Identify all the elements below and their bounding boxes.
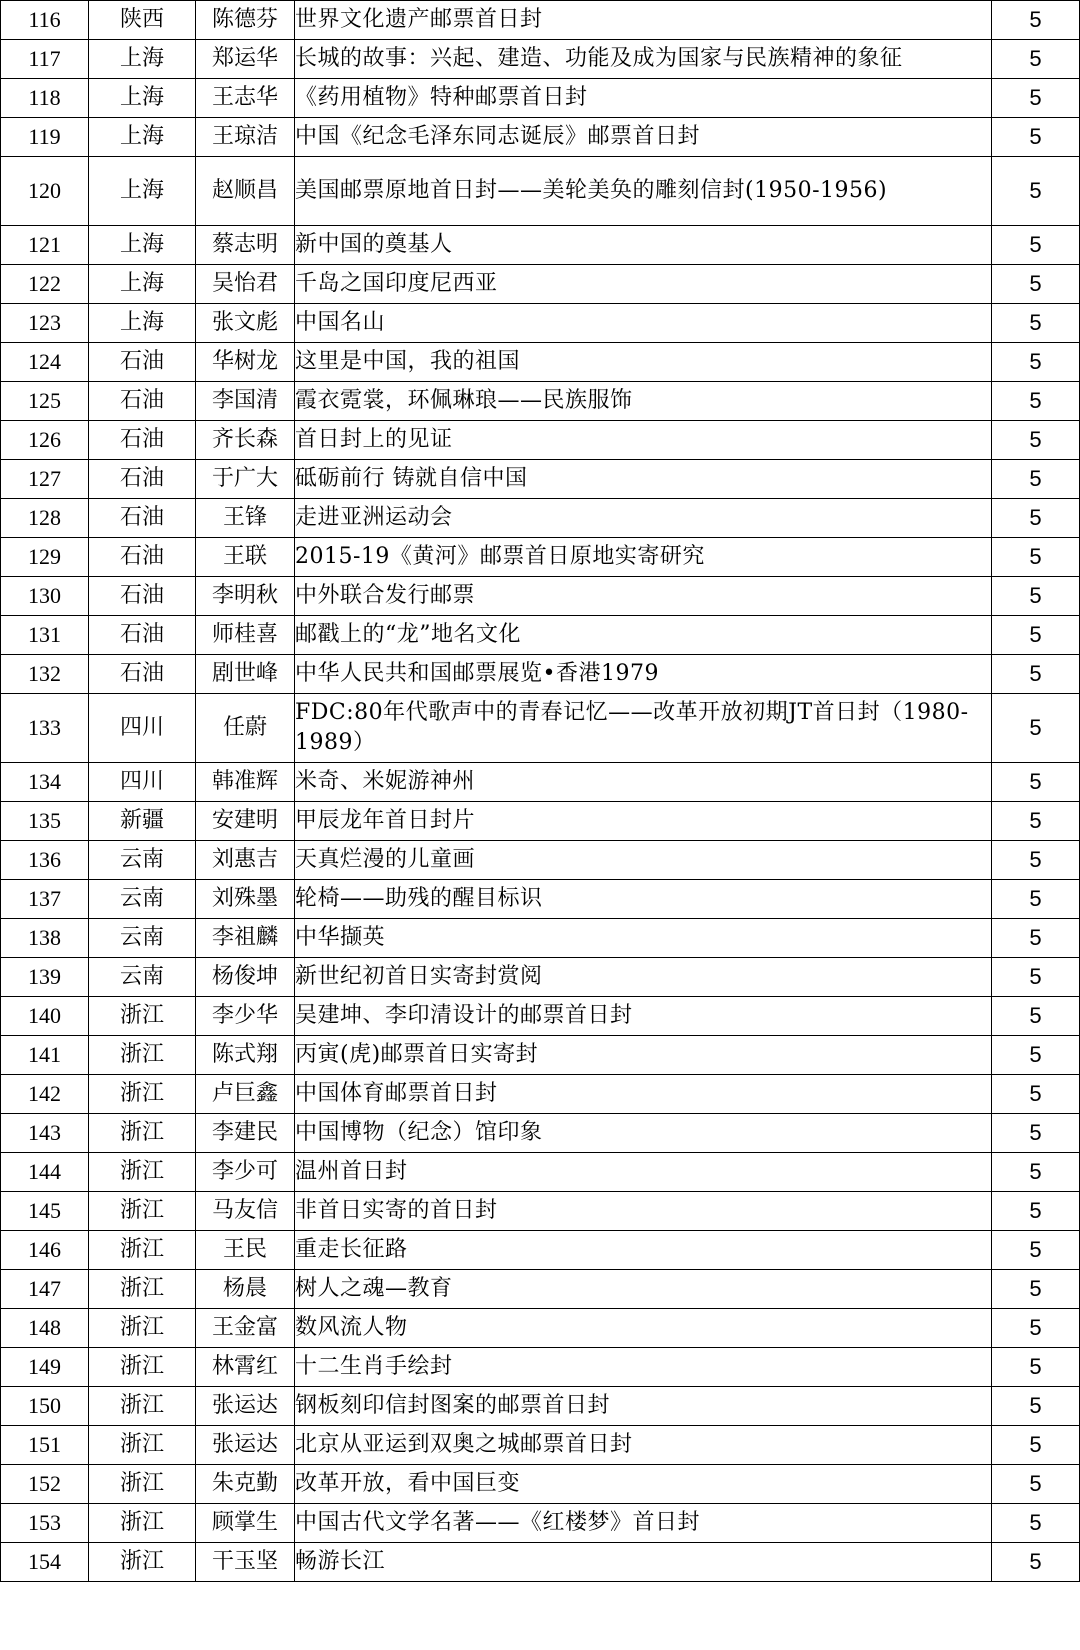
region-cell: 浙江	[89, 1036, 196, 1075]
entry-number-cell: 121	[1, 226, 89, 265]
entry-number-cell: 150	[1, 1387, 89, 1426]
exhibit-title-cell: 这里是中国，我的祖国	[295, 343, 992, 382]
table-row	[1, 880, 1080, 919]
exhibit-title-cell: 天真烂漫的儿童画	[295, 841, 992, 880]
region-cell: 浙江	[89, 1153, 196, 1192]
exhibit-title-cell: FDC:80年代歌声中的青春记忆——改革开放初期JT首日封（1980-1989）	[295, 694, 992, 763]
region-cell: 浙江	[89, 1504, 196, 1543]
table-row	[1, 499, 1080, 538]
region-cell: 石油	[89, 499, 196, 538]
score-cell: 5	[992, 1309, 1080, 1348]
table-row	[1, 1153, 1080, 1192]
entry-number-cell: 146	[1, 1231, 89, 1270]
score-cell: 5	[992, 421, 1080, 460]
score-cell: 5	[992, 1153, 1080, 1192]
exhibitor-name-cell: 王金富	[196, 1309, 295, 1348]
exhibitor-name-cell: 王琼洁	[196, 118, 295, 157]
region-cell: 云南	[89, 919, 196, 958]
exhibit-title-cell: 走进亚洲运动会	[295, 499, 992, 538]
exhibit-title-cell: 首日封上的见证	[295, 421, 992, 460]
table-row	[1, 958, 1080, 997]
table-row	[1, 577, 1080, 616]
exhibit-title-cell: 中国古代文学名著——《红楼梦》首日封	[295, 1504, 992, 1543]
exhibit-title-cell: 世界文化遗产邮票首日封	[295, 1, 992, 40]
table-row	[1, 1387, 1080, 1426]
exhibit-title-cell: 中华人民共和国邮票展览•香港1979	[295, 655, 992, 694]
score-cell: 5	[992, 841, 1080, 880]
exhibitor-name-cell: 李国清	[196, 382, 295, 421]
region-cell: 石油	[89, 538, 196, 577]
score-cell: 5	[992, 304, 1080, 343]
score-cell: 5	[992, 1387, 1080, 1426]
score-cell: 5	[992, 118, 1080, 157]
exhibitor-name-cell: 干玉坚	[196, 1543, 295, 1582]
table-row	[1, 118, 1080, 157]
score-cell: 5	[992, 499, 1080, 538]
table-row	[1, 343, 1080, 382]
table-row	[1, 802, 1080, 841]
table-row	[1, 226, 1080, 265]
region-cell: 四川	[89, 694, 196, 763]
entry-number-cell: 131	[1, 616, 89, 655]
entry-number-cell: 149	[1, 1348, 89, 1387]
exhibit-title-cell: 中华撷英	[295, 919, 992, 958]
entry-number-cell: 127	[1, 460, 89, 499]
table-row	[1, 421, 1080, 460]
exhibitor-name-cell: 刘殊墨	[196, 880, 295, 919]
table-row	[1, 763, 1080, 802]
exhibit-title-cell: 重走长征路	[295, 1231, 992, 1270]
region-cell: 石油	[89, 382, 196, 421]
table-row	[1, 1231, 1080, 1270]
entry-number-cell: 143	[1, 1114, 89, 1153]
entry-number-cell: 132	[1, 655, 89, 694]
entry-number-cell: 135	[1, 802, 89, 841]
score-cell: 5	[992, 958, 1080, 997]
entry-number-cell: 126	[1, 421, 89, 460]
exhibit-title-cell: 十二生肖手绘封	[295, 1348, 992, 1387]
region-cell: 陕西	[89, 1, 196, 40]
region-cell: 浙江	[89, 1465, 196, 1504]
region-cell: 浙江	[89, 1114, 196, 1153]
exhibit-title-cell: 美国邮票原地首日封——美轮美奂的雕刻信封(1950-1956)	[295, 157, 992, 226]
score-cell: 5	[992, 1270, 1080, 1309]
exhibitor-name-cell: 吴怡君	[196, 265, 295, 304]
exhibitor-name-cell: 蔡志明	[196, 226, 295, 265]
exhibit-title-cell: 改革开放，看中国巨变	[295, 1465, 992, 1504]
exhibitor-name-cell: 李建民	[196, 1114, 295, 1153]
exhibit-title-cell: 米奇、米妮游神州	[295, 763, 992, 802]
region-cell: 石油	[89, 655, 196, 694]
exhibitor-name-cell: 王联	[196, 538, 295, 577]
exhibitor-name-cell: 李祖麟	[196, 919, 295, 958]
exhibitor-name-cell: 师桂喜	[196, 616, 295, 655]
exhibitor-name-cell: 张文彪	[196, 304, 295, 343]
score-cell: 5	[992, 226, 1080, 265]
score-cell: 5	[992, 1114, 1080, 1153]
table-row	[1, 157, 1080, 226]
exhibit-title-cell: 丙寅(虎)邮票首日实寄封	[295, 1036, 992, 1075]
score-cell: 5	[992, 1231, 1080, 1270]
table-row	[1, 1192, 1080, 1231]
score-cell: 5	[992, 1426, 1080, 1465]
score-cell: 5	[992, 382, 1080, 421]
entry-number-cell: 154	[1, 1543, 89, 1582]
table-row	[1, 40, 1080, 79]
exhibitor-name-cell: 陈德芬	[196, 1, 295, 40]
region-cell: 上海	[89, 304, 196, 343]
entry-number-cell: 119	[1, 118, 89, 157]
table-row	[1, 655, 1080, 694]
entry-number-cell: 145	[1, 1192, 89, 1231]
region-cell: 四川	[89, 763, 196, 802]
exhibitor-name-cell: 卢巨鑫	[196, 1075, 295, 1114]
region-cell: 浙江	[89, 1426, 196, 1465]
entry-number-cell: 120	[1, 157, 89, 226]
score-cell: 5	[992, 694, 1080, 763]
region-cell: 石油	[89, 421, 196, 460]
exhibit-title-cell: 中国博物（纪念）馆印象	[295, 1114, 992, 1153]
score-cell: 5	[992, 265, 1080, 304]
table-row	[1, 1075, 1080, 1114]
entry-number-cell: 116	[1, 1, 89, 40]
exhibit-title-cell: 树人之魂—教育	[295, 1270, 992, 1309]
region-cell: 浙江	[89, 997, 196, 1036]
region-cell: 上海	[89, 79, 196, 118]
exhibitor-name-cell: 王志华	[196, 79, 295, 118]
region-cell: 上海	[89, 226, 196, 265]
entry-number-cell: 140	[1, 997, 89, 1036]
entry-number-cell: 118	[1, 79, 89, 118]
score-cell: 5	[992, 79, 1080, 118]
table-row	[1, 1504, 1080, 1543]
score-cell: 5	[992, 1465, 1080, 1504]
score-cell: 5	[992, 343, 1080, 382]
score-cell: 5	[992, 655, 1080, 694]
region-cell: 上海	[89, 40, 196, 79]
exhibit-title-cell: 畅游长江	[295, 1543, 992, 1582]
entry-number-cell: 128	[1, 499, 89, 538]
region-cell: 上海	[89, 157, 196, 226]
entry-number-cell: 134	[1, 763, 89, 802]
entry-number-cell: 133	[1, 694, 89, 763]
exhibitor-name-cell: 王民	[196, 1231, 295, 1270]
exhibit-title-cell: 新中国的奠基人	[295, 226, 992, 265]
exhibit-title-cell: 甲辰龙年首日封片	[295, 802, 992, 841]
table-row	[1, 997, 1080, 1036]
exhibit-title-cell: 钢板刻印信封图案的邮票首日封	[295, 1387, 992, 1426]
score-cell: 5	[992, 1504, 1080, 1543]
table-row	[1, 1543, 1080, 1582]
exhibit-title-cell: 吴建坤、李印清设计的邮票首日封	[295, 997, 992, 1036]
table-row	[1, 1426, 1080, 1465]
exhibitor-name-cell: 于广大	[196, 460, 295, 499]
entry-number-cell: 117	[1, 40, 89, 79]
entry-number-cell: 141	[1, 1036, 89, 1075]
table-row	[1, 841, 1080, 880]
exhibitor-name-cell: 李少可	[196, 1153, 295, 1192]
exhibitor-name-cell: 李明秋	[196, 577, 295, 616]
exhibitor-name-cell: 郑运华	[196, 40, 295, 79]
table-row	[1, 304, 1080, 343]
exhibitor-name-cell: 朱克勤	[196, 1465, 295, 1504]
region-cell: 浙江	[89, 1270, 196, 1309]
exhibitor-name-cell: 林霄红	[196, 1348, 295, 1387]
table-row	[1, 1, 1080, 40]
region-cell: 云南	[89, 841, 196, 880]
score-cell: 5	[992, 577, 1080, 616]
exhibitor-name-cell: 刘惠吉	[196, 841, 295, 880]
exhibitor-name-cell: 王锋	[196, 499, 295, 538]
exhibit-title-cell: 长城的故事：兴起、建造、功能及成为国家与民族精神的象征	[295, 40, 992, 79]
region-cell: 云南	[89, 880, 196, 919]
roster-body	[1, 1, 1080, 1582]
exhibitor-name-cell: 张运达	[196, 1387, 295, 1426]
exhibit-title-cell: 霞衣霓裳，环佩琳琅——民族服饰	[295, 382, 992, 421]
entry-number-cell: 139	[1, 958, 89, 997]
exhibit-title-cell: 邮戳上的“龙”地名文化	[295, 616, 992, 655]
exhibitor-name-cell: 赵顺昌	[196, 157, 295, 226]
exhibitor-name-cell: 杨俊坤	[196, 958, 295, 997]
region-cell: 石油	[89, 343, 196, 382]
entry-number-cell: 122	[1, 265, 89, 304]
table-row	[1, 919, 1080, 958]
table-row	[1, 1114, 1080, 1153]
region-cell: 浙江	[89, 1231, 196, 1270]
exhibit-title-cell: 中国《纪念毛泽东同志诞辰》邮票首日封	[295, 118, 992, 157]
exhibitor-name-cell: 华树龙	[196, 343, 295, 382]
region-cell: 上海	[89, 265, 196, 304]
table-row	[1, 79, 1080, 118]
region-cell: 云南	[89, 958, 196, 997]
table-row	[1, 1348, 1080, 1387]
exhibit-title-cell: 2015-19《黄河》邮票首日原地实寄研究	[295, 538, 992, 577]
entry-number-cell: 138	[1, 919, 89, 958]
entry-number-cell: 124	[1, 343, 89, 382]
table-row	[1, 1036, 1080, 1075]
score-cell: 5	[992, 1543, 1080, 1582]
score-cell: 5	[992, 616, 1080, 655]
table-row	[1, 1309, 1080, 1348]
region-cell: 浙江	[89, 1192, 196, 1231]
table-row	[1, 538, 1080, 577]
score-cell: 5	[992, 460, 1080, 499]
region-cell: 浙江	[89, 1387, 196, 1426]
exhibit-title-cell: 轮椅——助残的醒目标识	[295, 880, 992, 919]
entry-number-cell: 151	[1, 1426, 89, 1465]
exhibit-title-cell: 北京从亚运到双奥之城邮票首日封	[295, 1426, 992, 1465]
score-cell: 5	[992, 1, 1080, 40]
exhibit-title-cell: 中国名山	[295, 304, 992, 343]
entry-number-cell: 136	[1, 841, 89, 880]
exhibitor-name-cell: 顾掌生	[196, 1504, 295, 1543]
entry-number-cell: 153	[1, 1504, 89, 1543]
exhibitor-name-cell: 张运达	[196, 1426, 295, 1465]
entry-number-cell: 123	[1, 304, 89, 343]
score-cell: 5	[992, 997, 1080, 1036]
score-cell: 5	[992, 1036, 1080, 1075]
score-cell: 5	[992, 1348, 1080, 1387]
exhibitor-name-cell: 李少华	[196, 997, 295, 1036]
region-cell: 石油	[89, 616, 196, 655]
entry-number-cell: 142	[1, 1075, 89, 1114]
table-row	[1, 694, 1080, 763]
region-cell: 浙江	[89, 1309, 196, 1348]
score-cell: 5	[992, 40, 1080, 79]
score-cell: 5	[992, 538, 1080, 577]
exhibit-title-cell: 砥砺前行 铸就自信中国	[295, 460, 992, 499]
table-row	[1, 460, 1080, 499]
entry-number-cell: 129	[1, 538, 89, 577]
table-row	[1, 265, 1080, 304]
table-row	[1, 382, 1080, 421]
exhibitor-name-cell: 杨晨	[196, 1270, 295, 1309]
entry-number-cell: 130	[1, 577, 89, 616]
entry-number-cell: 147	[1, 1270, 89, 1309]
exhibit-title-cell: 数风流人物	[295, 1309, 992, 1348]
entry-number-cell: 125	[1, 382, 89, 421]
exhibitor-name-cell: 齐长森	[196, 421, 295, 460]
score-cell: 5	[992, 157, 1080, 226]
exhibitor-name-cell: 马友信	[196, 1192, 295, 1231]
region-cell: 浙江	[89, 1075, 196, 1114]
exhibit-title-cell: 温州首日封	[295, 1153, 992, 1192]
region-cell: 浙江	[89, 1543, 196, 1582]
entry-number-cell: 152	[1, 1465, 89, 1504]
region-cell: 新疆	[89, 802, 196, 841]
exhibit-title-cell: 中外联合发行邮票	[295, 577, 992, 616]
exhibit-title-cell: 非首日实寄的首日封	[295, 1192, 992, 1231]
entry-number-cell: 144	[1, 1153, 89, 1192]
exhibit-title-cell: 新世纪初首日实寄封赏阅	[295, 958, 992, 997]
table-row	[1, 616, 1080, 655]
exhibit-title-cell: 千岛之国印度尼西亚	[295, 265, 992, 304]
score-cell: 5	[992, 1075, 1080, 1114]
region-cell: 上海	[89, 118, 196, 157]
table-row	[1, 1465, 1080, 1504]
exhibitor-name-cell: 任蔚	[196, 694, 295, 763]
entry-number-cell: 148	[1, 1309, 89, 1348]
score-cell: 5	[992, 763, 1080, 802]
exhibitor-name-cell: 陈式翔	[196, 1036, 295, 1075]
score-cell: 5	[992, 802, 1080, 841]
exhibit-title-cell: 《药用植物》特种邮票首日封	[295, 79, 992, 118]
score-cell: 5	[992, 919, 1080, 958]
exhibitor-name-cell: 安建明	[196, 802, 295, 841]
exhibitor-name-cell: 剧世峰	[196, 655, 295, 694]
score-cell: 5	[992, 880, 1080, 919]
region-cell: 石油	[89, 577, 196, 616]
score-cell: 5	[992, 1192, 1080, 1231]
table-row	[1, 1270, 1080, 1309]
exhibitor-name-cell: 韩准辉	[196, 763, 295, 802]
exhibit-title-cell: 中国体育邮票首日封	[295, 1075, 992, 1114]
entry-number-cell: 137	[1, 880, 89, 919]
region-cell: 石油	[89, 460, 196, 499]
region-cell: 浙江	[89, 1348, 196, 1387]
